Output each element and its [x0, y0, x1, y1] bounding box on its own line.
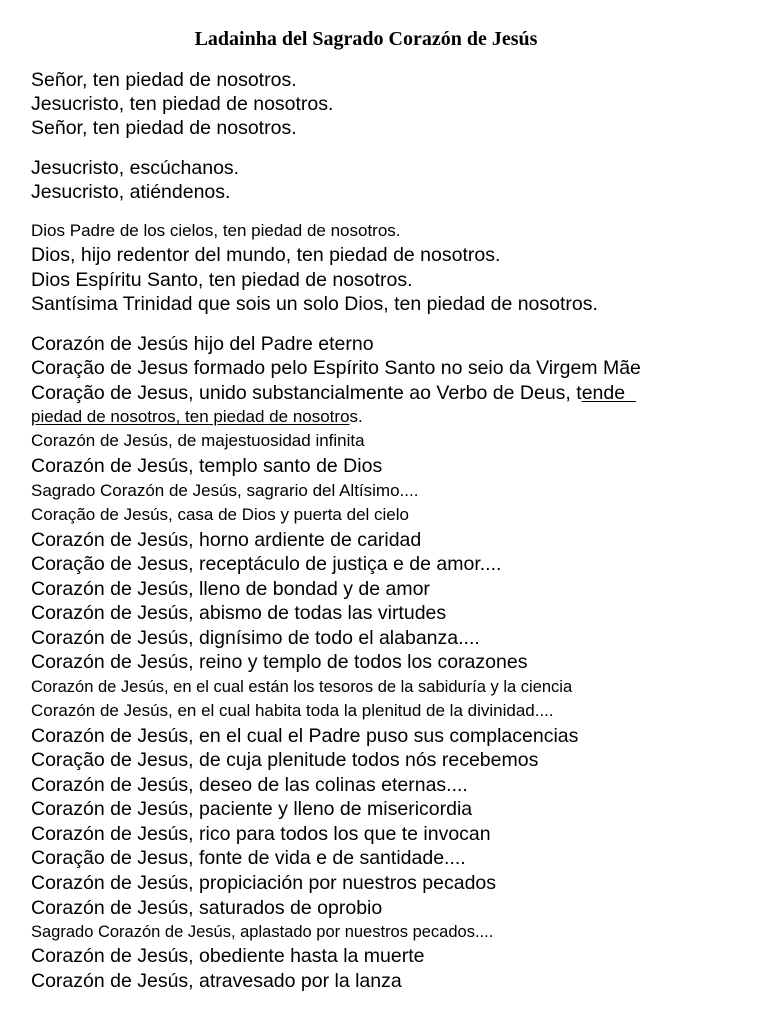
litany-line: Señor, ten piedad de nosotros. [31, 69, 297, 91]
litany-line: Corazón de Jesús, paciente y lleno de misericordia [31, 798, 473, 820]
litany-text: Coração de Jesus, unido substancialmente ao Verbo de Deus, t [31, 382, 582, 404]
litany-line: Dios Padre de los cielos, ten piedad de nosotros. [31, 221, 401, 240]
litany-line-verbo-continued [31, 405, 363, 429]
litany-line: Corazón de Jesús, obediente hasta la muerte [31, 945, 425, 967]
litany-line: Corazón de Jesús, atravesado por la lanza [31, 970, 402, 992]
litany-line: Coração de Jesus, de cuja plenitude todos nós recebemos [31, 749, 539, 771]
litany-line: Corazón de Jesús, reino y templo de todos los corazones [31, 651, 528, 673]
litany-line: Coração de Jesus formado pelo Espírito Santo no seio da Virgem Mãe [31, 357, 641, 379]
litany-line: Corazón de Jesús, dignísimo de todo el alabanza.... [31, 627, 480, 649]
page-title: Ladainha del Sagrado Corazón de Jesús [194, 28, 538, 50]
litany-text: s. [349, 407, 363, 426]
litany-line: Sagrado Corazón de Jesús, sagrario del Altísimo.... [31, 481, 419, 500]
litany-line: Dios, hijo redentor del mundo, ten piedad de nosotros. [31, 244, 501, 266]
litany-line: Coração de Jesus, receptáculo de justiça e de amor.... [31, 553, 502, 575]
litany-line: Jesucristo, ten piedad de nosotros. [31, 93, 334, 115]
underlined-text: ende [581, 382, 636, 404]
litany-line: Jesucristo, atiéndenos. [31, 181, 231, 203]
litany-line: Coração de Jesús, casa de Dios y puerta del cielo [31, 505, 409, 524]
litany-line: Corazón de Jesús, en el cual el Padre puso sus complacencias [31, 725, 579, 747]
litany-line: Santísima Trinidad que sois un solo Dios, ten piedad de nosotros. [31, 293, 598, 315]
litany-line: Corazón de Jesús, templo santo de Dios [31, 455, 383, 477]
litany-line: Corazón de Jesús, en el cual habita toda la plenitud de la divinidad.... [31, 701, 554, 720]
litany-line: Señor, ten piedad de nosotros. [31, 117, 297, 139]
litany-line: Corazón de Jesús hijo del Padre eterno [31, 333, 374, 355]
litany-line: Corazón de Jesús, lleno de bondad y de amor [31, 578, 430, 600]
underlined-text: piedad de nosotros, ten piedad de nosotro [31, 407, 350, 426]
litany-line: Corazón de Jesús, deseo de las colinas eternas.... [31, 774, 468, 796]
litany-line: Corazón de Jesús, saturados de oprobio [31, 897, 383, 919]
litany-line: Jesucristo, escúchanos. [31, 157, 240, 179]
litany-line: Corazón de Jesús, de majestuosidad infinita [31, 431, 365, 450]
litany-line: Corazón de Jesús, en el cual están los tesoros de la sabiduría y la ciencia [31, 678, 573, 696]
litany-line: Corazón de Jesús, rico para todos los que te invocan [31, 823, 491, 845]
litany-line: Coração de Jesus, fonte de vida e de santidade.... [31, 847, 466, 869]
litany-line: Corazón de Jesús, horno ardiente de caridad [31, 529, 422, 551]
litany-line: Corazón de Jesús, propiciación por nuestros pecados [31, 872, 497, 894]
litany-line: Dios Espíritu Santo, ten piedad de nosotros. [31, 269, 413, 291]
litany-line-verbo [31, 381, 636, 405]
litany-line: Corazón de Jesús, abismo de todas las virtudes [31, 602, 447, 624]
litany-line: Sagrado Corazón de Jesús, aplastado por nuestros pecados.... [31, 923, 494, 941]
